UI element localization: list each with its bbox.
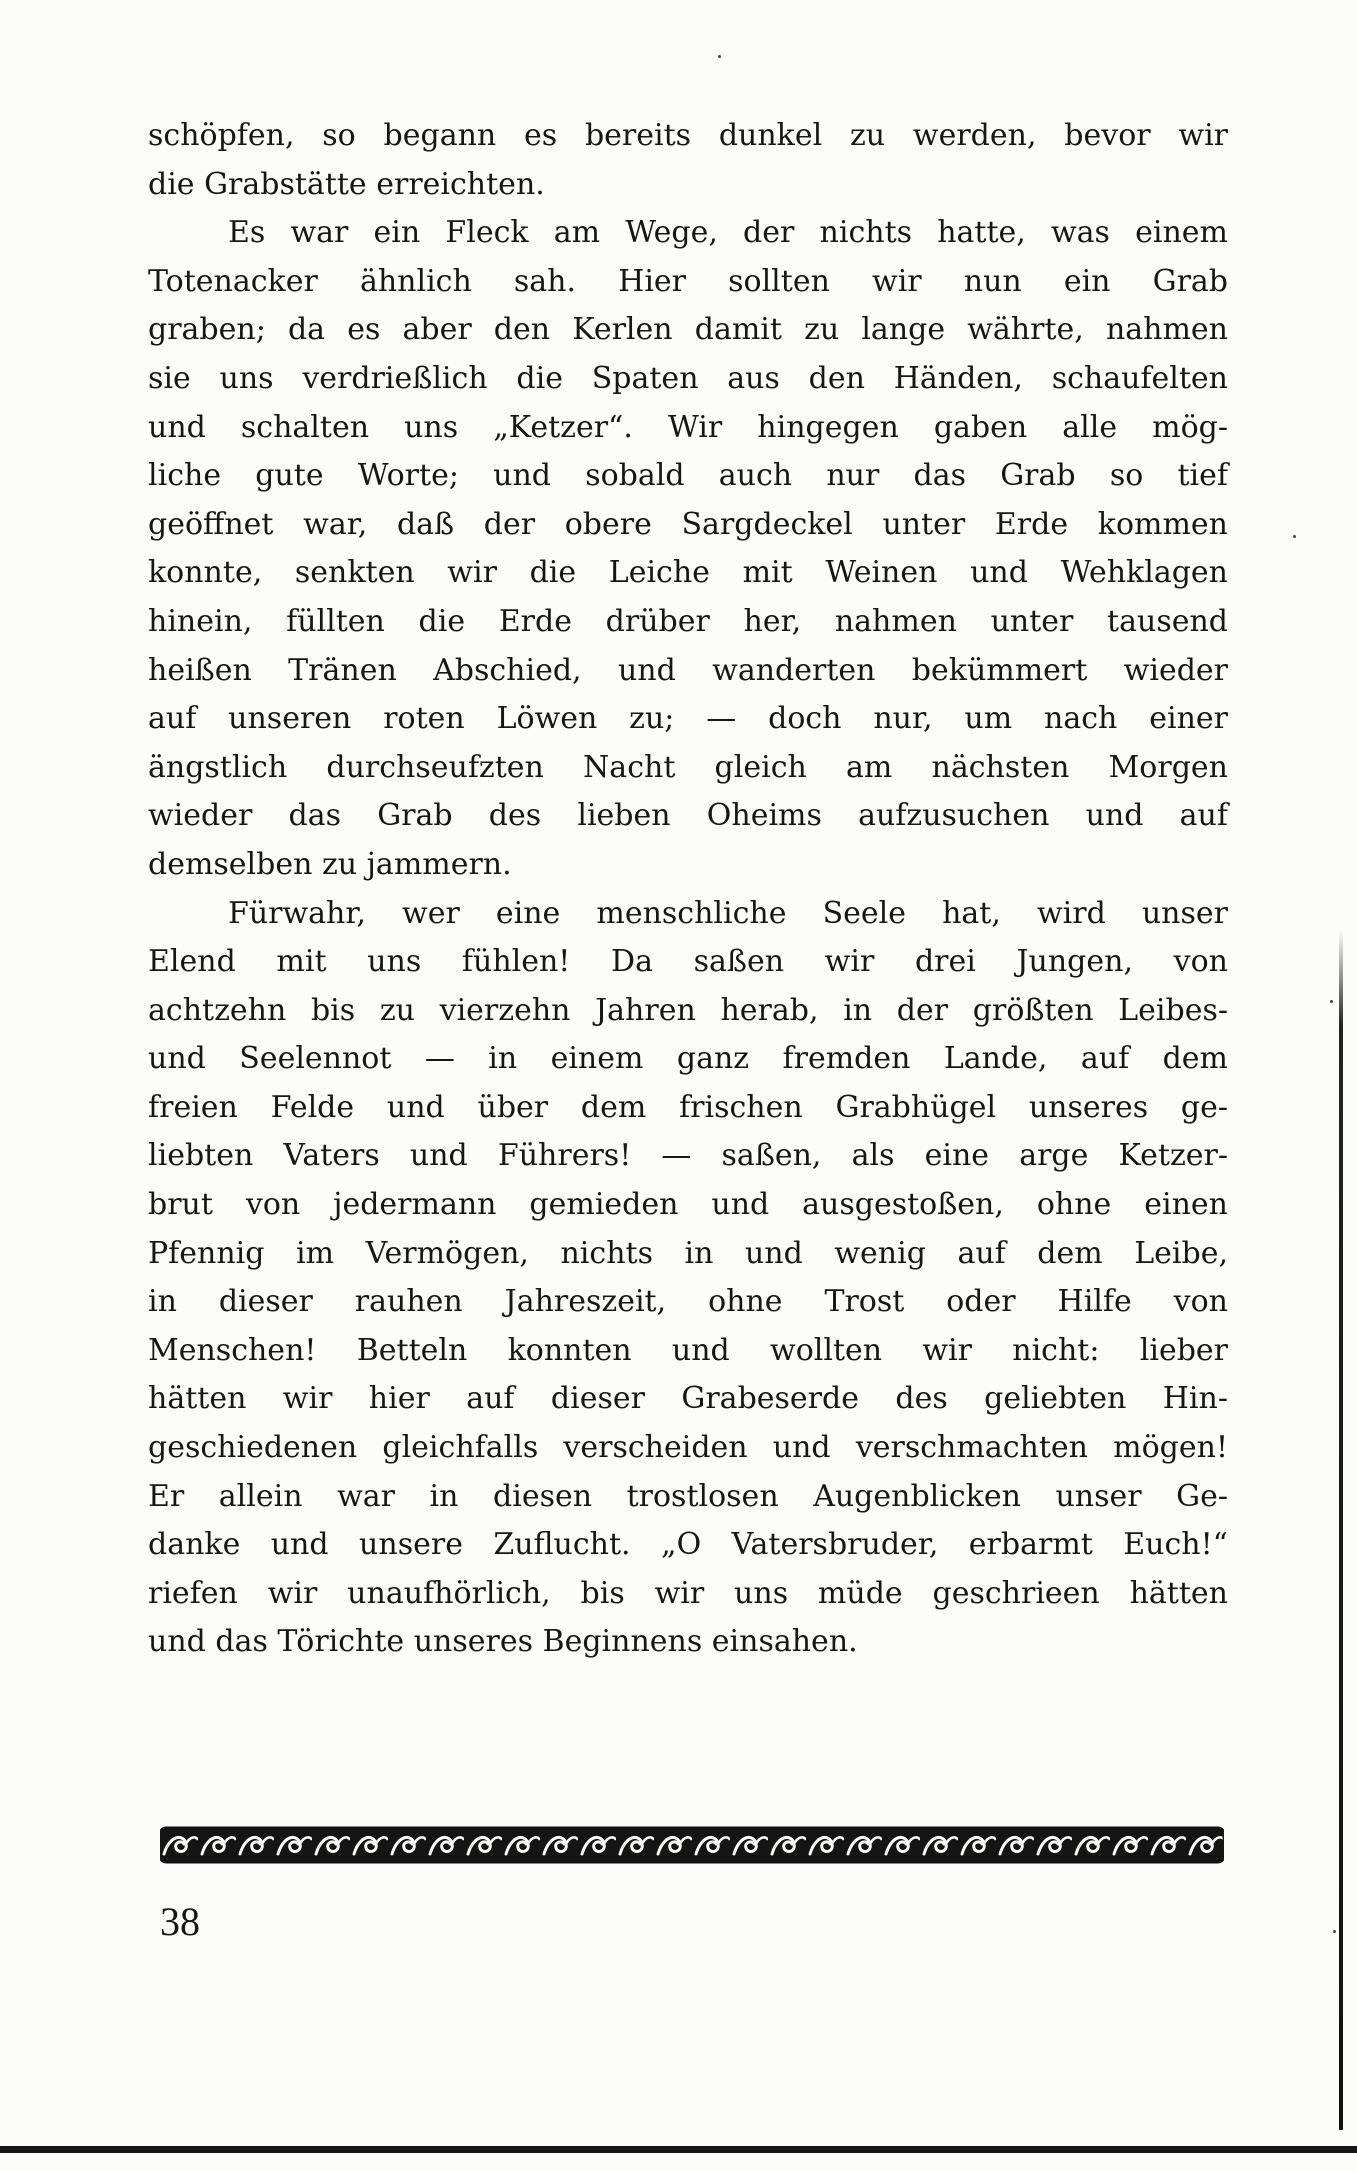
text-line: liche gute Worte; und sobald auch nur das Grab so tief: [148, 458, 1228, 494]
scan-speck: [1330, 1000, 1333, 1003]
text-line: sie uns verdrießlich die Spaten aus den Händen, schaufelten: [148, 360, 1228, 396]
text-line: demselben zu jammern.: [148, 846, 512, 882]
text-line: achtzehn bis zu vierzehn Jahren herab, in der größten Leibes-: [148, 992, 1228, 1028]
ornamental-border: [160, 1826, 1224, 1864]
text-line: ängstlich durchseufzten Nacht gleich am nächsten Morgen: [148, 749, 1228, 785]
text-line: schöpfen, so begann es bereits dunkel zu werden, bevor wir: [148, 118, 1228, 153]
page-edge-bottom: [0, 2146, 1357, 2153]
text-line: und schalten uns „Ketzer“. Wir hingegen gaben alle mög-: [148, 409, 1228, 445]
text-line: die Grabstätte erreichten.: [148, 166, 545, 202]
text-line: danke und unsere Zuflucht. „O Vatersbruder, erbarmt Euch!“: [148, 1527, 1228, 1563]
page-number: 38: [160, 1899, 200, 1944]
text-line: konnte, senkten wir die Leiche mit Weinen und Wehklagen: [148, 555, 1228, 591]
text-line: wieder das Grab des lieben Oheims aufzusuchen und auf: [148, 798, 1228, 834]
text-line: geöffnet war, daß der obere Sargdeckel unter Erde kommen: [148, 506, 1228, 542]
text-line: freien Felde und über dem frischen Grabhügel unseres ge-: [148, 1089, 1228, 1125]
text-line: heißen Tränen Abschied, und wanderten bekümmert wieder: [148, 652, 1228, 688]
text-line: hinein, füllten die Erde drüber her, nahmen unter tausend: [148, 603, 1228, 639]
scan-speck: [718, 55, 721, 58]
text-line: liebten Vaters und Führers! — saßen, als eine arge Ketzer-: [148, 1138, 1228, 1174]
paragraph-3: [148, 890, 1228, 1668]
page-body: [148, 112, 1228, 1667]
paragraph-1: [148, 112, 1228, 209]
text-line: auf unseren roten Löwen zu; — doch nur, um nach einer: [148, 701, 1228, 737]
text-line: Es war ein Fleck am Wege, der nichts hatte, was einem: [228, 215, 1228, 251]
text-line: Fürwahr, wer eine menschliche Seele hat, wird unser: [228, 895, 1228, 931]
text-line: Totenacker ähnlich sah. Hier sollten wir nun ein Grab: [148, 263, 1228, 299]
text-line: brut von jedermann gemieden und ausgestoßen, ohne einen: [148, 1187, 1228, 1223]
scan-speck: [1333, 1930, 1336, 1933]
text-line: geschiedenen gleichfalls verscheiden und verschmachten mögen!: [148, 1430, 1228, 1466]
text-line: Pfennig im Vermögen, nichts in und wenig auf dem Leibe,: [148, 1235, 1228, 1271]
text-line: und Seelennot — in einem ganz fremden Lande, auf dem: [148, 1041, 1228, 1077]
text-line: Elend mit uns fühlen! Da saßen wir drei Jungen, von: [148, 944, 1228, 980]
text-line: und das Törichte unseres Beginnens einsahen.: [148, 1624, 858, 1660]
page-edge-right: [1339, 930, 1343, 2130]
text-line: riefen wir unaufhörlich, bis wir uns müde geschrieen hätten: [148, 1575, 1228, 1611]
paragraph-2: [148, 209, 1228, 889]
text-line: in dieser rauhen Jahreszeit, ohne Trost oder Hilfe von: [148, 1284, 1228, 1320]
text-line: hätten wir hier auf dieser Grabeserde des geliebten Hin-: [148, 1381, 1228, 1417]
text-line: graben; da es aber den Kerlen damit zu lange währte, nahmen: [148, 312, 1228, 348]
text-line: Menschen! Betteln konnten und wollten wir nicht: lieber: [148, 1332, 1228, 1368]
scan-speck: [1293, 535, 1296, 538]
text-line: Er allein war in diesen trostlosen Augenblicken unser Ge-: [148, 1478, 1228, 1514]
